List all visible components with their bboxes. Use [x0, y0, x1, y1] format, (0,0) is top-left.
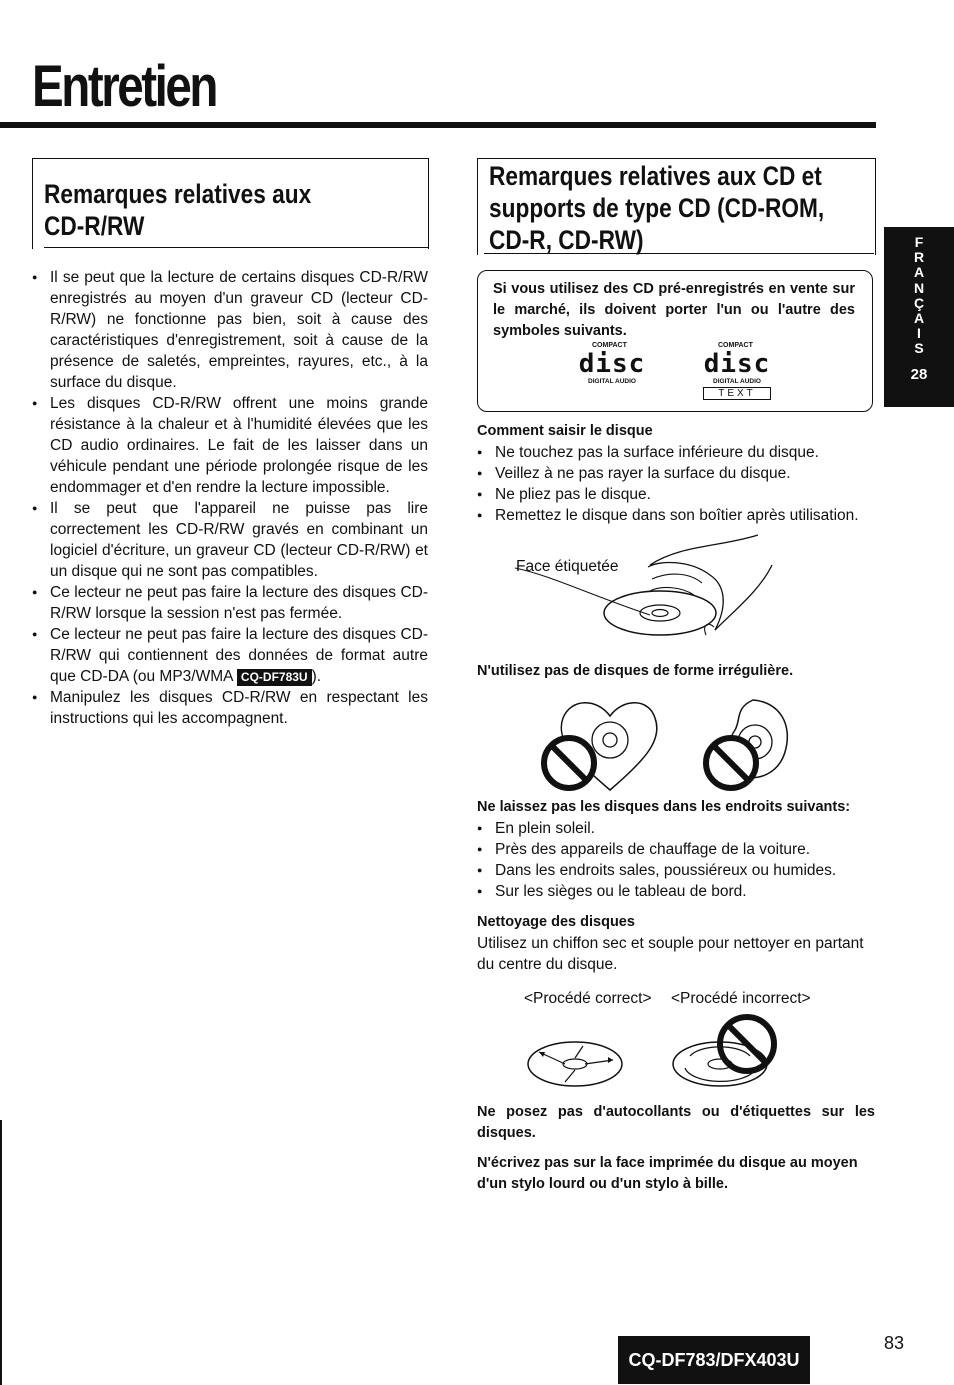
- side-tab-letter: A: [913, 310, 925, 327]
- label-side-caption: Face étiquetée: [516, 558, 619, 575]
- storage-places-list: [477, 818, 873, 902]
- correct-procedure-label: <Procédé correct>: [524, 990, 652, 1007]
- logo-bottom-text: DIGITAL AUDIO: [713, 378, 761, 385]
- left-bullet-list: [32, 267, 428, 729]
- page-title: Entretien: [32, 54, 216, 119]
- irregular-discs-illustration: [535, 690, 805, 795]
- right-heading-line2: supports de type CD (CD-ROM,: [489, 193, 825, 223]
- hand-holding-disc-illustration: [590, 535, 780, 645]
- side-tab-letter: N: [913, 279, 925, 296]
- handling-list: [477, 442, 873, 526]
- side-tab-letter: I: [917, 325, 921, 342]
- left-heading-line1: Remarques relatives aux: [44, 179, 312, 209]
- list-item: ● Ce lecteur ne peut pas faire la lecture des disques CD-R/RW lorsque la session n'est pas fermée.: [32, 582, 428, 624]
- left-section-heading: [44, 178, 311, 242]
- side-tab-letter: F: [914, 234, 924, 250]
- list-item: ● Veillez à ne pas rayer la surface du disque.: [477, 463, 873, 484]
- storage-places-title: Ne laissez pas les disques dans les endroits suivants:: [477, 799, 851, 815]
- side-tab-letter: R: [913, 249, 925, 266]
- cleaning-procedure-illustration: [525, 1012, 785, 1092]
- incorrect-procedure-label: <Procédé incorrect>: [671, 990, 811, 1007]
- side-tab-number: 28: [910, 365, 928, 383]
- list-item: ● Il se peut que la lecture de certains disques CD-R/RW enregistrés au moyen d'un graveur CD (lecteur CD-R/RW) ne fonctionne pas bien, soit à cause des caractéristiques d'enregistrement, soit à cause de la présence de saletés, empreintes, rayures, etc., à la surface du disque.: [32, 267, 428, 393]
- logo-top-text: COMPACT: [592, 342, 627, 349]
- logo-bottom-text: DIGITAL AUDIO: [588, 378, 636, 385]
- cleaning-text: Utilisez un chiffon sec et souple pour nettoyer en partant du centre du disque.: [477, 935, 864, 973]
- logo-text-label: TEXT: [703, 387, 771, 400]
- logo-main-text: disc: [578, 349, 646, 379]
- model-badge: CQ-DF783U: [237, 669, 312, 686]
- handling-title: Comment saisir le disque: [477, 423, 653, 439]
- side-tab-letter: A: [913, 264, 925, 281]
- page-number: 83: [884, 1333, 905, 1353]
- list-item: ● Les disques CD-R/RW offrent une moins grande résistance à la chaleur et à l'humidité élevées que les CD audio ordinaires. Le fait de les laisser dans un véhicule pendant une période prolongée risque de les endommager et d'en rendre la lecture impossible.: [32, 393, 428, 498]
- cleaning-title: Nettoyage des disques: [477, 914, 635, 930]
- list-item: [32, 624, 428, 687]
- stickers-note: Ne posez pas d'autocollants ou d'étiquettes sur les disques.: [477, 1104, 875, 1141]
- irregular-disc-warning: N'utilisez pas de disques de forme irrégulière.: [477, 663, 794, 679]
- list-item: ● Il se peut que l'appareil ne puisse pas lire correctement les CD-R/RW gravés en combinant un logiciel d'écriture, un graveur CD (lecteur CD-R/RW) et un disque qui ne sont pas compatibles.: [32, 498, 428, 582]
- left-edge-mark: [0, 1120, 2, 1385]
- compact-disc-logo: [574, 342, 650, 390]
- language-side-tab: [884, 227, 954, 407]
- compact-disc-text-logo: [700, 342, 774, 400]
- left-heading-line2: CD-R/RW: [44, 211, 145, 241]
- pen-note: N'écrivez pas sur la face imprimée du disque au moyen d'un stylo lourd ou d'un stylo à bille.: [477, 1155, 858, 1192]
- title-rule: [0, 122, 876, 128]
- list-item: ● Près des appareils de chauffage de la voiture.: [477, 839, 873, 860]
- list-item: ● Ne pliez pas le disque.: [477, 484, 873, 505]
- list-item: ● Sur les sièges ou le tableau de bord.: [477, 881, 873, 902]
- list-item: ● Dans les endroits sales, poussiéreux ou humides.: [477, 860, 873, 881]
- list-item: ● Remettez le disque dans son boîtier après utilisation.: [477, 505, 873, 526]
- left-heading-underline: [44, 247, 429, 248]
- right-heading-line1: Remarques relatives aux CD et: [489, 161, 822, 191]
- right-section-heading: [489, 160, 824, 256]
- list-item-text: Ce lecteur ne peut pas faire la lecture des disques CD-R/RW qui contiennent des données de format autre que CD-DA (ou MP3/WMA: [50, 626, 428, 685]
- side-tab-letter: Ç: [913, 294, 925, 311]
- logo-main-text: disc: [703, 349, 771, 379]
- list-item-suffix: ).: [311, 668, 322, 685]
- list-item: ● Ne touchez pas la surface inférieure du disque.: [477, 442, 873, 463]
- list-item: ● Manipulez les disques CD-R/RW en respectant les instructions qui les accompagnent.: [32, 687, 428, 729]
- side-tab-letter: S: [914, 340, 924, 357]
- list-item: ● En plein soleil.: [477, 818, 873, 839]
- cd-symbols-text: Si vous utilisez des CD pré-enregistrés en vente sur le marché, ils doivent porter l'un ou l'autre des symboles suivants.: [493, 281, 855, 339]
- right-heading-line3: CD-R, CD-RW): [489, 225, 644, 255]
- footer-model-badge: CQ-DF783/DFX403U: [618, 1336, 810, 1384]
- logo-top-text: COMPACT: [718, 342, 753, 349]
